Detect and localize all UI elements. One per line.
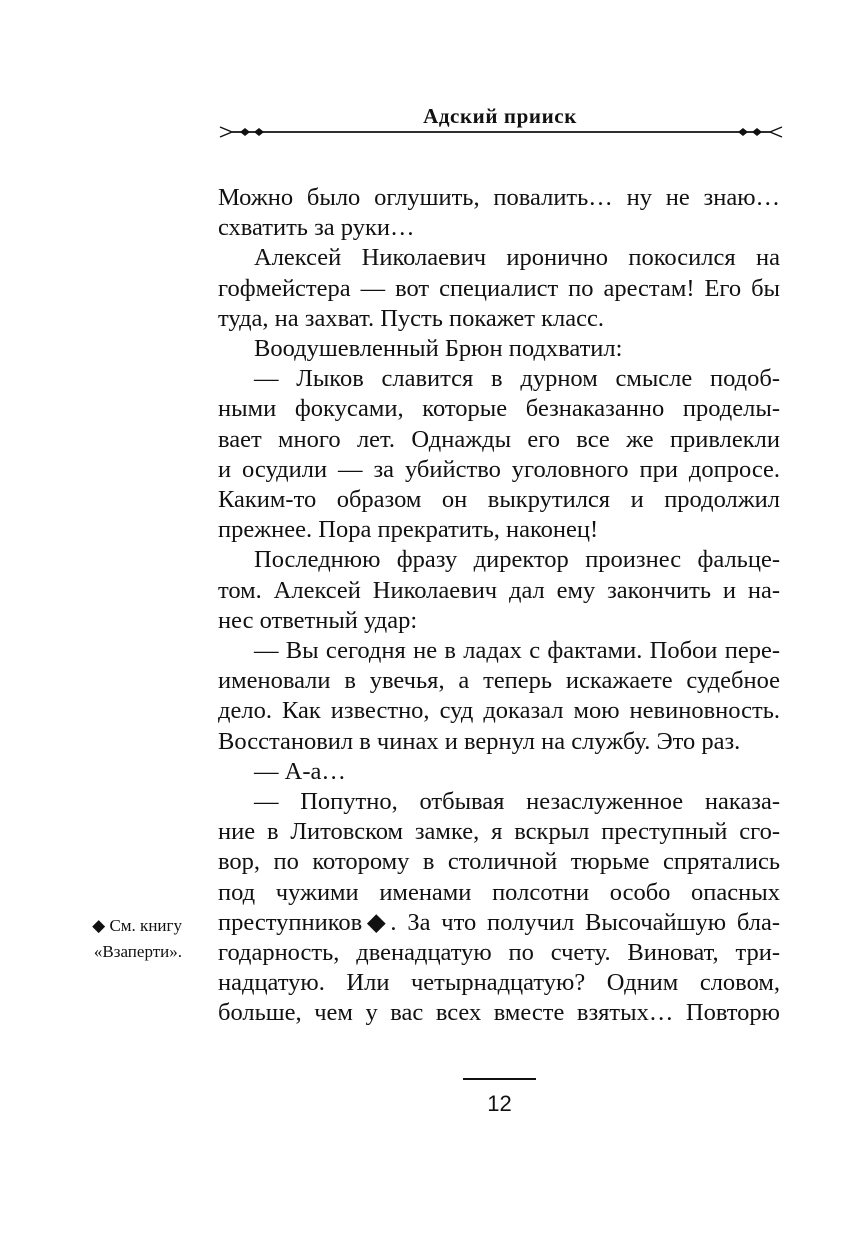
text-line: гофмейстера — вот специалист по арестам! Его бы (218, 274, 780, 302)
text-line: том. Алексей Николаевич дал ему закончить и на- (218, 576, 780, 604)
footnote-line-1: ◆ См. книгу (92, 916, 182, 935)
text-line: годарность, двенадцатую по счету. Виноват, три- (218, 939, 780, 967)
text-line: и осудили — за убийство уголовного при допросе. (218, 455, 780, 483)
text-line: Каким-то образом он выкрутился и продолжил (218, 486, 780, 514)
page-number-rule (463, 1078, 536, 1080)
text-line: нес ответный удар: (218, 606, 418, 634)
text-line: Последнюю фразу директор произнес фальце- (254, 546, 780, 574)
text-line: больше, чем у вас всех вместе взятых… Повторю (218, 999, 780, 1027)
text-line: — Вы сегодня не в ладах с фактами. Побои пере- (254, 637, 780, 665)
text-line: ние в Литовском замке, я вскрыл преступный сго- (218, 818, 780, 846)
text-line: Можно было оглушить, повалить… ну не знаю… (218, 184, 780, 211)
text-line: дело. Как известно, суд доказал мою невиновность. (218, 697, 780, 725)
footnote-line-2: «Взаперти». (93, 942, 182, 961)
page-number: 12 (487, 1091, 512, 1116)
text-line: преступников◆. За что получил Высочайшую бла- (218, 908, 780, 936)
text-line: Алексей Николаевич иронично покосился на (254, 244, 780, 272)
text-line: вор, по которому в столичной тюрьме спрятались (218, 848, 780, 876)
header-ornament-rule (218, 124, 784, 140)
text-line: прежнее. Пора прекратить, наконец! (218, 516, 599, 544)
text-line: под чужими именами полсотни особо опасных (218, 878, 780, 906)
text-line: — А-а… (254, 757, 346, 785)
text-line: схватить за руки… (218, 214, 415, 242)
text-line: — Попутно, отбывая незаслуженное наказа- (254, 788, 780, 816)
body-text (218, 183, 780, 1029)
text-line: туда, на захват. Пусть покажет класс. (218, 304, 604, 332)
text-line: Восстановил в чинах и вернул на службу. Это раз. (218, 727, 741, 755)
text-line: Воодушевленный Брюн подхватил: (254, 335, 623, 363)
text-line: — Лыков славится в дурном смысле подоб- (254, 365, 780, 393)
running-head: Адский прииск (423, 104, 577, 128)
text-line: надцатую. Или четырнадцатую? Одним словом, (218, 969, 780, 997)
text-line: именовали в увечья, а теперь искажаете судебное (218, 667, 780, 695)
text-line: вает много лет. Однажды его все же привлекли (218, 425, 780, 453)
text-line: ными фокусами, которые безнаказанно проделы- (218, 395, 780, 423)
margin-footnote (70, 913, 182, 965)
